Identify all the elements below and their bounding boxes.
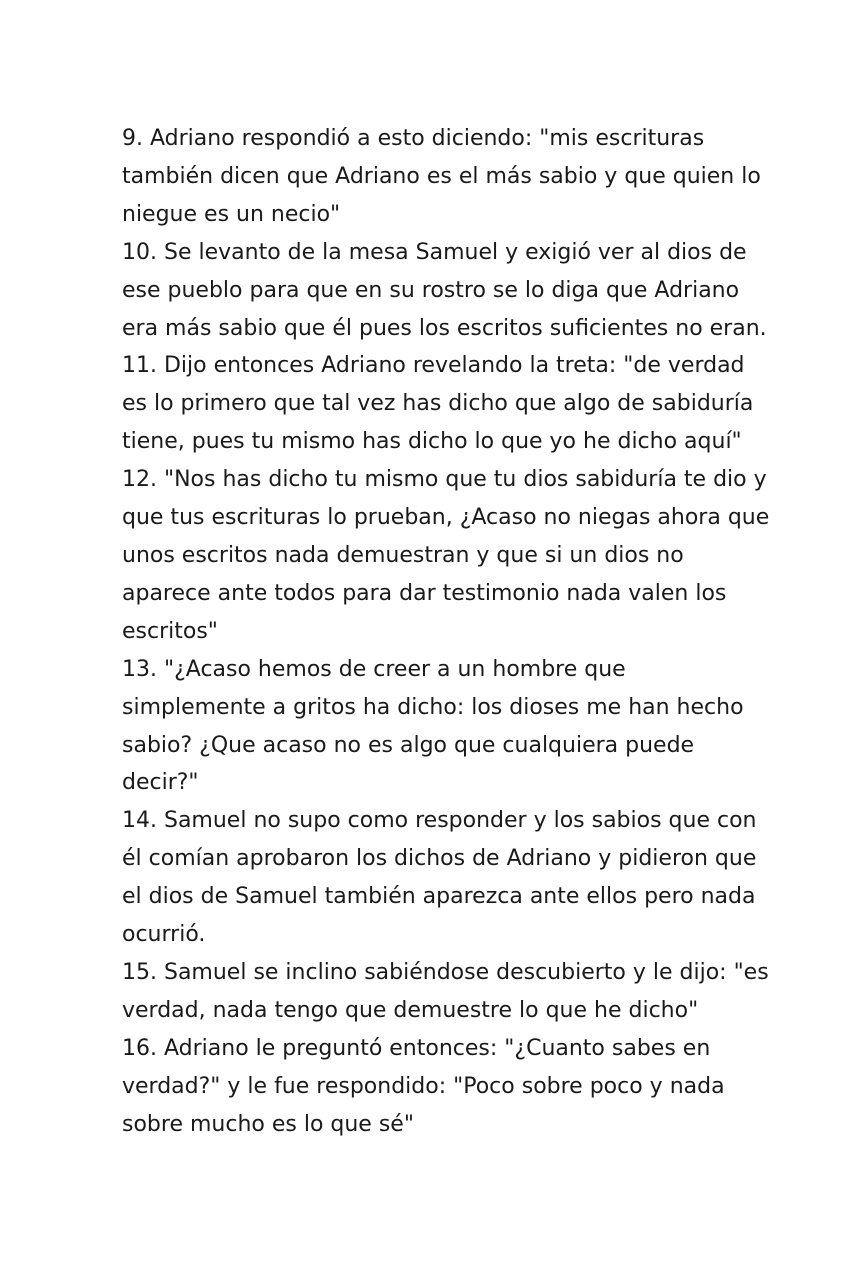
- text-line: simplemente a gritos ha dicho: los dioses me han hecho: [122, 694, 744, 720]
- text-line: verdad, nada tengo que demuestre lo que he dicho": [122, 997, 699, 1023]
- text-line: el dios de Samuel también aparezca ante ellos pero nada: [122, 884, 756, 910]
- text-line: escritos": [122, 618, 218, 644]
- text-line: 16. Adriano le preguntó entonces: "¿Cuanto sabes en: [122, 1035, 711, 1061]
- text-line: ocurrió.: [122, 922, 206, 948]
- text-line: 11. Dijo entonces Adriano revelando la treta: "de verdad: [122, 353, 745, 379]
- text-line: 10. Se levanto de la mesa Samuel y exigió ver al dios de: [122, 239, 747, 265]
- text-line: 12. "Nos has dicho tu mismo que tu dios sabiduría te dio y: [122, 467, 767, 493]
- text-line: 13. "¿Acaso hemos de creer a un hombre que: [122, 656, 626, 682]
- body-text: [122, 120, 770, 1143]
- text-line: sabio? ¿Que acaso no es algo que cualquiera puede: [122, 732, 695, 758]
- text-line: niegue es un necio": [122, 201, 341, 227]
- text-line: aparece ante todos para dar testimonio nada valen los: [122, 580, 727, 606]
- text-line: que tus escrituras lo prueban, ¿Acaso no niegas ahora que: [122, 505, 770, 531]
- text-line: decir?": [122, 770, 199, 796]
- text-line: es lo primero que tal vez has dicho que algo de sabiduría: [122, 391, 754, 417]
- text-line: 15. Samuel se inclino sabiéndose descubierto y le dijo: "es: [122, 959, 769, 985]
- text-line: también dicen que Adriano es el más sabio y que quien lo: [122, 163, 761, 189]
- text-line: 14. Samuel no supo como responder y los sabios que con: [122, 808, 757, 834]
- text-line: él comían aprobaron los dichos de Adriano y pidieron que: [122, 846, 757, 872]
- text-line: tiene, pues tu mismo has dicho lo que yo he dicho aquí": [122, 429, 742, 455]
- text-line: era más sabio que él pues los escritos suficientes no eran.: [122, 315, 767, 341]
- text-line: sobre mucho es lo que sé": [122, 1111, 414, 1137]
- text-line: verdad?" y le fue respondido: "Poco sobre poco y nada: [122, 1073, 725, 1099]
- text-line: ese pueblo para que en su rostro se lo diga que Adriano: [122, 277, 740, 303]
- text-line: unos escritos nada demuestran y que si un dios no: [122, 542, 684, 568]
- text-line: 9. Adriano respondió a esto diciendo: "mis escrituras: [122, 126, 705, 151]
